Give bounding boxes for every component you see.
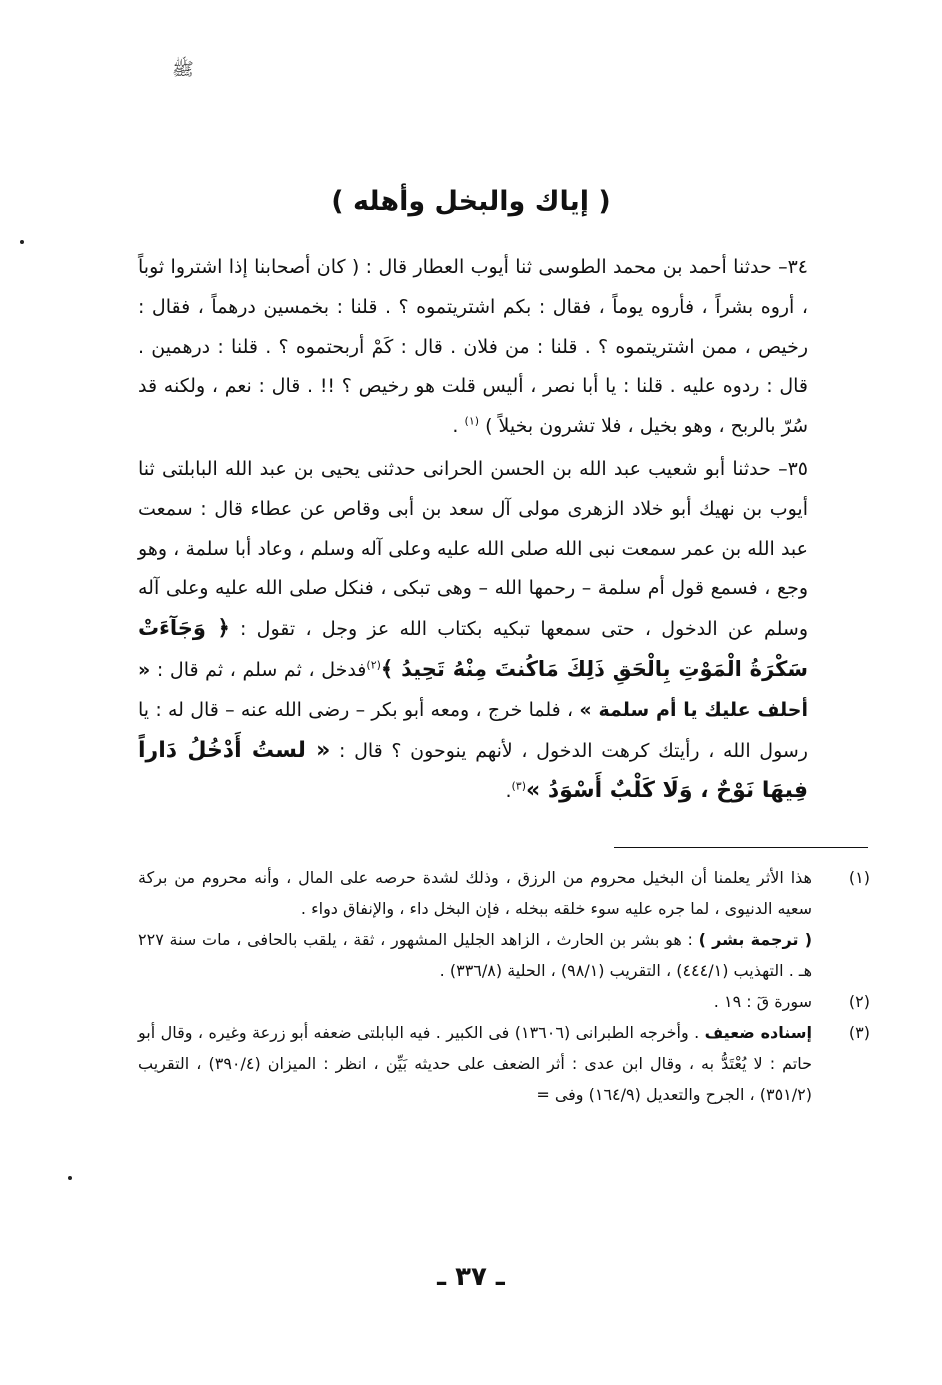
quran-verse: ﴿ وَجَآءَتْ سَكْرَةُ الْمَوْتِ بِالْحَقِ ذَلِكَ مَاكُنتَ مِنْهُ تَحِيدُ ﴾ xyxy=(138,616,809,681)
footnote-ref-1: (١) xyxy=(464,414,480,428)
main-text xyxy=(138,248,808,812)
footnotes xyxy=(138,862,870,1110)
bio-label: ( ترجمة بشر ) xyxy=(698,930,813,949)
paragraph-34-end: . xyxy=(452,415,465,438)
footnote-number: (٢) xyxy=(848,992,870,1011)
page-number: ـ ٣٧ ـ xyxy=(437,1262,505,1292)
header-mark: ﷺ xyxy=(172,59,194,80)
paragraph-35-part-a: ٣٥– حدثنا أبو شعيب عبد الله بن الحسن الحرانى حدثنى يحيى بن عبد الله البابلتى ثنا أيوب بن نهيك أبو خلاد الزهرى مولى آل سعد بن أبى وقاص عن عطاء قال : سمعت عبد الله بن عمر سمعت نبى الله صلى الله عليه وعلى آله وسلم ، وعاد أبا سلمة ، وهو وجع ، فسمع قول أم سلمة – رحمها الله – وهى تبكى ، فنكل صلى الله عليه وعلى آله وسلم عن الدخول ، حتى سمعها تبكيه بكتاب الله عز وجل ، تقول : xyxy=(138,457,808,641)
paragraph-34-text: ٣٤– حدثنا أحمد بن محمد الطوسى ثنا أيوب العطار قال : ( كان أصحابنا إذا اشتروا ثوباً ، أروه بشراً ، فأروه يوماً ، فقال : بكم اشتريتموه ؟ . قلنا : بخمسين درهماً ، فقال : رخيص ، ممن اشتريتموه ؟ . قلنا : من فلان . قال : كَمْ أربحتموه ؟ . قلنا : درهمين . قال : ردوه عليه . قلنا : يا أبا نصر ، أليس قلت هو رخيص ؟ !! . قال : نعم ، ولكنه قد سُرّ بالربح ، وهو بخيل ، فلا تشرون بخيلاً ) xyxy=(138,256,808,438)
hadith-text: « لستُ أَدْخُلُ دَاراً فِيهَا نَوْحٌ ، وَلَا كَلْبٌ أَسْوَدُ » xyxy=(138,737,808,804)
footnote-1-text: هذا الأثر يعلمنا أن البخيل محروم من الرزق ، وذلك لشدة حرصه على المال ، وأنه محروم من بركة سعيه الدنيوى ، لما جره عليه سوء خلقه ببخله ، فإن البخل داء ، والإنفاق دواء . xyxy=(138,868,812,918)
footnote-number: (١) xyxy=(848,868,870,887)
margin-speck xyxy=(20,240,24,244)
footnote-1 xyxy=(138,862,870,986)
footnote-2 xyxy=(138,986,870,1017)
margin-speck xyxy=(68,1176,72,1180)
footnote-1-bio xyxy=(138,924,812,986)
footnote-number: (٣) xyxy=(848,1023,870,1042)
section-title: ( إياك والبخل وأهله ) xyxy=(331,186,611,217)
bio-text: : هو بشر بن الحارث ، الزاهد الجليل المشهور ، ثقة ، يلقب بالحافى ، مات سنة ٢٢٧ هـ . التهذيب (٤٤٤/١) ، التقريب (٩٨/١) ، الحلية (٣٣٦/٨) . xyxy=(138,930,812,980)
footnote-ref-2: (٢) xyxy=(366,658,381,672)
footnote-3-label: إسناده ضعيف xyxy=(704,1023,813,1042)
paragraph-35 xyxy=(138,450,808,812)
footnote-3-text: . وأخرجه الطبرانى (١٣٦٠٦) فى الكبير . فيه البابلتى ضعفه أبو زرعة وغيره ، وقال أبو حاتم : لا يُعْتَدُّ به ، وقال ابن عدى : أثر الضعف على حديثه بَيِّن ، انظر : الميزان (٣٩٠/٤) ، التقريب (٣٥١/٢) ، الجرح والتعديل (١٦٤/٩) وفى = xyxy=(138,1023,813,1104)
footnote-2-text: سورة قٓ : ١٩ . xyxy=(713,992,812,1011)
footnote-divider xyxy=(614,847,868,848)
prophet-saying: « أحلف عليك يا أم سلمة » xyxy=(138,658,809,721)
paragraph-35-part-b: فدخل ، ثم سلم ، ثم قال : xyxy=(150,658,367,681)
paragraph-35-part-c: ، فلما خرج ، ومعه أبو بكر – رضى الله عنه – قال له : يا رسول الله ، رأيتك كرهت الدخول ، لأنهم ينوحون ؟ قال : xyxy=(138,698,808,762)
footnote-ref-3: (٣) xyxy=(511,780,527,794)
paragraph-35-end: . xyxy=(505,780,512,803)
footnote-3 xyxy=(138,1017,870,1110)
paragraph-34 xyxy=(138,248,808,447)
